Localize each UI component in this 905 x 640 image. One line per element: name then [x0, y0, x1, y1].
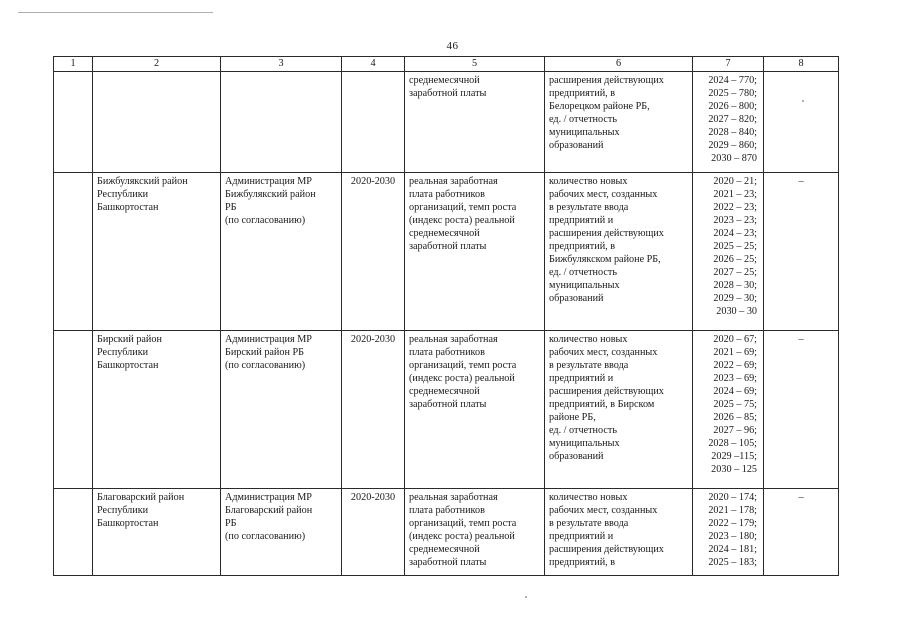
header-cell: 2 [93, 57, 221, 72]
header-cell: 1 [54, 57, 93, 72]
table-row [54, 331, 839, 489]
cell-district [93, 72, 221, 173]
header-cell: 4 [342, 57, 405, 72]
cell-measure: количество новых рабочих мест, созданных в результате ввода предприятий и расширения действующих предприятий, в Бижбулякском районе РБ, ед. / отчетность муниципальных образований [545, 173, 693, 331]
cell-period: 2020-2030 [342, 489, 405, 576]
cell-district: Бирский район Республики Башкортостан [93, 331, 221, 489]
header-cell: 3 [221, 57, 342, 72]
cell-measure: количество новых рабочих мест, созданных в результате ввода предприятий и расширения действующих предприятий, в [545, 489, 693, 576]
cell-number [54, 72, 93, 173]
cell-indicator: реальная заработная плата работников организаций, темп роста (индекс роста) реальной среднемесячной заработной платы [405, 489, 545, 576]
cell-district: Благоварский район Республики Башкортостан [93, 489, 221, 576]
cell-district: Бижбулякский район Республики Башкортостан [93, 173, 221, 331]
cell-number [54, 331, 93, 489]
cell-values: 2020 – 174; 2021 – 178; 2022 – 179; 2023 – 180; 2024 – 181; 2025 – 183; [693, 489, 764, 576]
cell-values: 2024 – 770; 2025 – 780; 2026 – 800; 2027 – 820; 2028 – 840; 2029 – 860; 2030 – 870 [693, 72, 764, 173]
cell-indicator: реальная заработная плата работников организаций, темп роста (индекс роста) реальной среднемесячной заработной платы [405, 173, 545, 331]
header-cell: 7 [693, 57, 764, 72]
table-row [54, 173, 839, 331]
cell-period: 2020-2030 [342, 173, 405, 331]
cell-values: 2020 – 21; 2021 – 23; 2022 – 23; 2023 – 23; 2024 – 23; 2025 – 25; 2026 – 25; 2027 – 25; 2028 – 30; 2029 – 30; 2030 – 30 [693, 173, 764, 331]
cell-values: 2020 – 67; 2021 – 69; 2022 – 69; 2023 – 69; 2024 – 69; 2025 – 75; 2026 – 85; 2027 – 96; 2028 – 105; 2029 –115; 2030 – 125 [693, 331, 764, 489]
cell-period [342, 72, 405, 173]
cell-measure: количество новых рабочих мест, созданных в результате ввода предприятий и расширения действующих предприятий, в Бирском районе РБ, ед. / отчетность муниципальных образований [545, 331, 693, 489]
cell-note: – [764, 489, 839, 576]
header-cell: 6 [545, 57, 693, 72]
cell-note: – [764, 331, 839, 489]
cell-executor: Администрация МР Благоварский район РБ (по согласованию) [221, 489, 342, 576]
table-row [54, 489, 839, 576]
cell-executor: Администрация МР Бирский район РБ (по согласованию) [221, 331, 342, 489]
cell-number [54, 173, 93, 331]
table-row [54, 72, 839, 173]
cell-number [54, 489, 93, 576]
cell-measure: расширения действующих предприятий, в Белорецком районе РБ, ед. / отчетность муниципальных образований [545, 72, 693, 173]
cell-indicator: реальная заработная плата работников организаций, темп роста (индекс роста) реальной среднемесячной заработной платы [405, 331, 545, 489]
cell-executor [221, 72, 342, 173]
header-cell: 5 [405, 57, 545, 72]
cell-note [764, 72, 839, 173]
cell-indicator: среднемесячной заработной платы [405, 72, 545, 173]
program-table [53, 56, 839, 576]
scan-artifact-dots [195, 12, 209, 13]
scan-speck [525, 596, 527, 598]
cell-period: 2020-2030 [342, 331, 405, 489]
cell-note: – [764, 173, 839, 331]
page-number: 46 [446, 40, 459, 52]
header-row [54, 57, 839, 72]
scan-artifact-line [18, 12, 213, 13]
header-cell: 8 [764, 57, 839, 72]
cell-executor: Администрация МР Бижбулякский район РБ (по согласованию) [221, 173, 342, 331]
